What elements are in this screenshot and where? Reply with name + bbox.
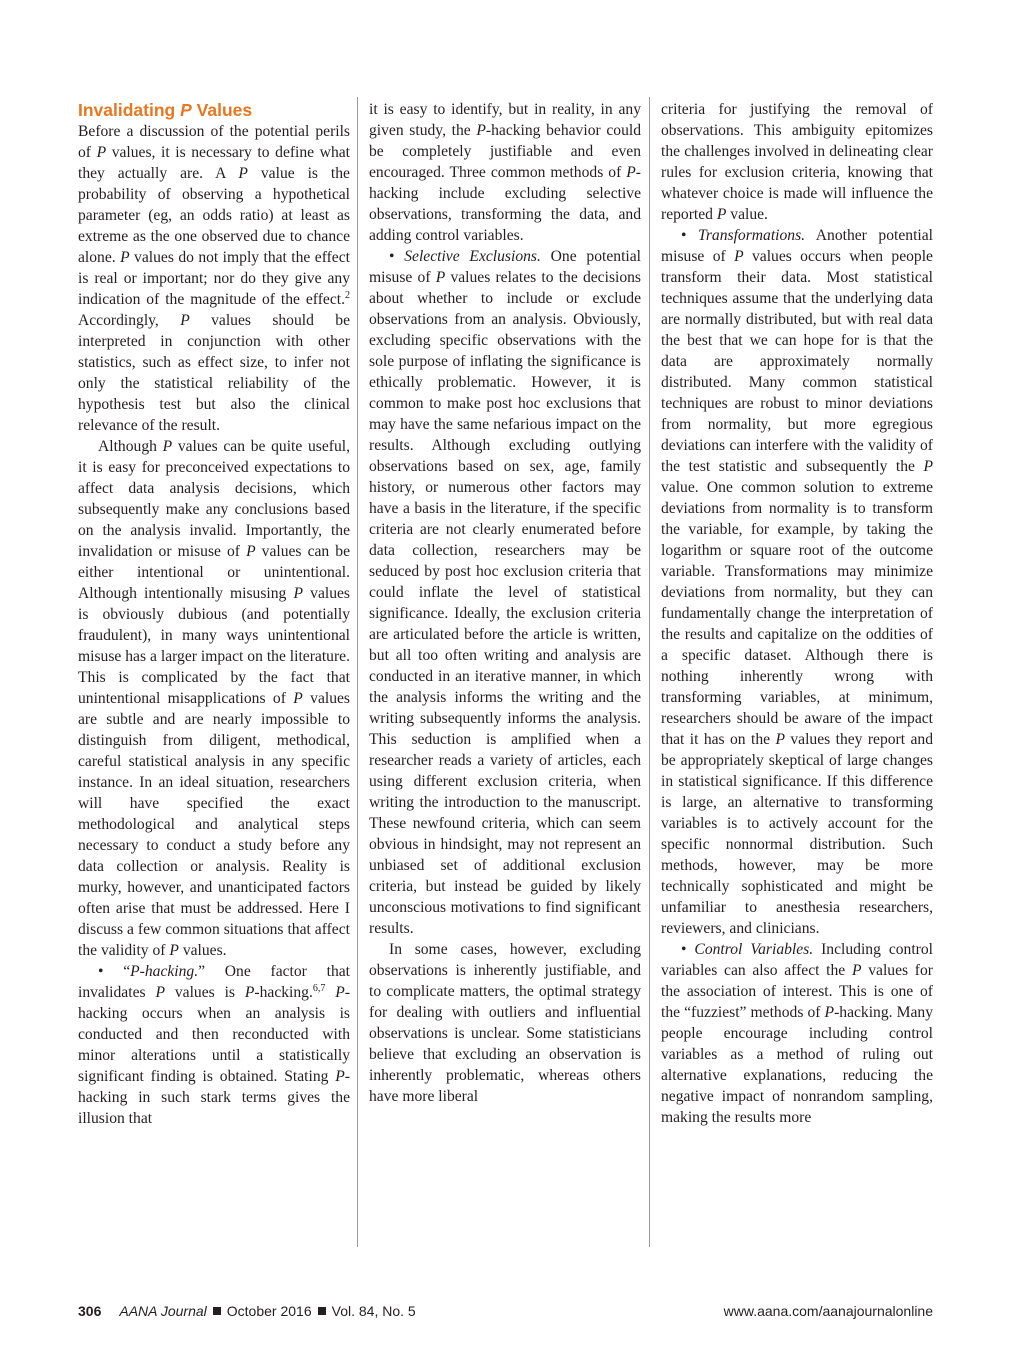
paragraph: In some cases, however, excluding observations is inherently justifiable, and to complicate matters, the optimal strategy for dealing with outliers and influential observations is unclear. Some statisticians believe that excluding an observation is inherently problematic, whereas others have more liberal xyxy=(369,941,641,1105)
paragraph: Although P values can be quite useful, it is easy for preconceived expectations to affect data analysis decisions, which subsequently make any conclusions based on the analysis invalid. Importantly, the invalidation or misuse of P values can be either intentional or unintentional. Although intentionally misusing P values is obviously dubious (and potentially fraudulent), in many ways unintentional misuse has a larger impact on the literature. This is complicated by the fact that unintentional misapplications of P values are subtle and are nearly impossible to distinguish from diligent, methodical, careful statistical analysis in any specific instance. In an ideal situation, researchers will have specified the exact methodological and analytical steps necessary to conduct a study before any data collection or analysis. Reality is murky, however, and unanticipated factors often arise that must be addressed. Here I discuss a few common situations that affect the validity of P values. xyxy=(78,438,350,959)
column-3 xyxy=(661,99,933,1259)
bullet-paragraph: • Transformations. Another potential misuse of P values occurs when people transform their data. Most statistical techniques assume that the underlying data are normally distributed, but with real data the best that we can hope for is that the data are approximately normally distributed. Many common statistical techniques are robust to minor deviations from normality, but more egregious deviations can interfere with the validity of the test statistic and subsequently the P value. One common solution to extreme deviations from normality is to transform the variable, for example, by taking the logarithm or square root of the outcome variable. Transformations may minimize deviations from normality, but they can fundamentally change the interpretation of the results and capitalize on the oddities of a specific dataset. Although there is nothing inherently wrong with transforming variables, at minimum, researchers should be aware of the impact that it has on the P values they report and be appropriately skeptical of large changes in statistical significance. If this difference is large, an alternative to transforming variables is to actively account for the specific nonnormal distribution. Such methods, however, may be more technically sophisticated and might be unfamiliar to anesthesia researchers, reviewers, and clinicians. xyxy=(661,227,933,937)
column-divider xyxy=(649,97,650,1247)
page-number: 306 xyxy=(78,1303,102,1319)
bullet-paragraph: • Selective Exclusions. One potential misuse of P values relates to the decisions about whether to include or exclude observations from an analysis. Obviously, excluding specific observations with the sole purpose of inflating the significance is ethically problematic. However, it is common to make post hoc exclusions that may have the same nefarious impact on the results. Although excluding outlying observations based on sex, age, family history, or numerous other factors may have a basis in the literature, if the specific criteria are not clearly enumerated before data collection, researchers may be seduced by post hoc exclusion criteria that could inflate the level of statistical significance. Ideally, the exclusion criteria are articulated before the article is written, but all too often writing and analysis are conducted in an iterative manner, in which the analysis informs the writing and the writing subsequently informs the analysis. This seduction is amplified when a researcher reads a variety of articles, each using different exclusion criteria, when writing the introduction to the manuscript. These newfound criteria, which can seem obvious in hindsight, may not represent an unbiased set of additional exclusion criteria, but instead be guided by likely unconscious motivations to find significant results. xyxy=(369,248,641,937)
square-bullet-icon xyxy=(213,1307,221,1315)
column-1 xyxy=(78,99,350,1259)
paragraph: criteria for justifying the removal of observations. This ambiguity epitomizes the challenges involved in delineating clear rules for exclusion criteria, knowing that whatever choice is made will influence the reported P value. xyxy=(661,101,933,223)
column-divider xyxy=(357,97,358,1247)
footer-citation xyxy=(78,1303,416,1319)
citation-ref: 6,7 xyxy=(312,982,326,994)
paragraph: Before a discussion of the potential perils of P values, it is necessary to define what they actually are. A P value is the probability of observing a hypothetical parameter (eg, an odds ratio) at least as extreme as the one observed due to chance alone. P values do not imply that the effect is real or important; nor do they give any indication of the magnitude of the effect.$^2$ Accordingly, P values should be interpreted in conjunction with other statistics, such as effect size, to infer not only the statistical reliability of the hypothesis test but also the clinical relevance of the result. xyxy=(78,123,350,434)
paragraph: it is easy to identify, but in reality, in any given study, the P-hacking behavior could be completely justifiable and even encouraged. Three common methods of P-hacking include excluding selective observations, transforming the data, and adding control variables. xyxy=(369,101,641,244)
square-bullet-icon xyxy=(318,1307,326,1315)
volume-issue: Vol. 84, No. 5 xyxy=(331,1303,416,1319)
column-2 xyxy=(369,99,641,1259)
journal-title: AANA Journal xyxy=(119,1303,207,1319)
section-heading: Invalidating P Values xyxy=(78,100,253,120)
journal-url: www.aana.com/aanajournalonline xyxy=(723,1303,933,1319)
citation-ref: 2 xyxy=(345,289,350,301)
page-footer xyxy=(78,1303,933,1325)
bullet-paragraph: • Control Variables. Including control variables can also affect the P values for the association of interest. This is one of the “fuzziest” methods of P-hacking. Many people encourage including control variables as a method of ruling out alternative explanations, reducing the negative impact of nonrandom sampling, making the results more xyxy=(661,941,933,1126)
bullet-paragraph: • “P-hacking.” One factor that invalidates P values is P-hacking.$^{6,7}$ P-hacking occurs when an analysis is conducted and then reconducted with minor alterations until a statistically significant finding is obtained. Stating P-hacking in such stark terms gives the illusion that xyxy=(78,963,350,1127)
issue-date: October 2016 xyxy=(226,1303,312,1319)
